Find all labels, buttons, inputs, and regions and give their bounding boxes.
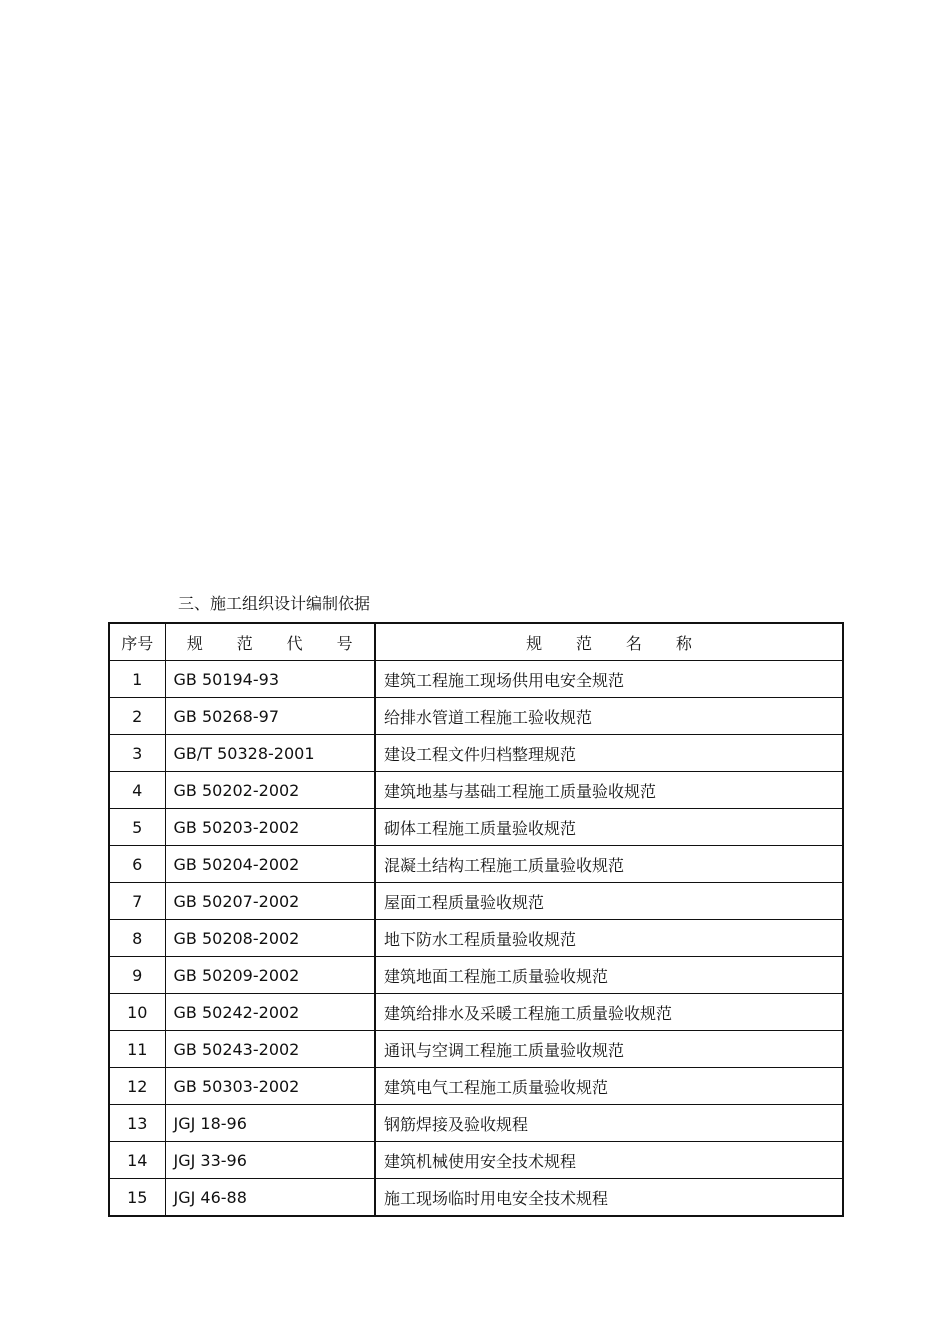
- standard-code-cell: GB 50303-2002: [165, 1068, 375, 1105]
- standards-table: [108, 622, 844, 1217]
- header-standard-name-label: 规 范 名 称: [526, 633, 707, 653]
- standard-code-cell: GB 50268-97: [165, 698, 375, 735]
- standard-name-cell: 通讯与空调工程施工质量验收规范: [375, 1031, 843, 1068]
- serial-number-cell: 14: [109, 1142, 165, 1179]
- table-row: [109, 883, 843, 920]
- table-row: [109, 957, 843, 994]
- serial-number-cell: 7: [109, 883, 165, 920]
- serial-number-cell: 2: [109, 698, 165, 735]
- standard-code-cell: GB/T 50328-2001: [165, 735, 375, 772]
- standard-name-cell: 地下防水工程质量验收规范: [375, 920, 843, 957]
- serial-number-cell: 12: [109, 1068, 165, 1105]
- standard-code-cell: GB 50203-2002: [165, 809, 375, 846]
- table-row: [109, 1142, 843, 1179]
- table-row: [109, 846, 843, 883]
- standard-name-cell: 给排水管道工程施工验收规范: [375, 698, 843, 735]
- standard-name-cell: 施工现场临时用电安全技术规程: [375, 1179, 843, 1217]
- table-row: [109, 772, 843, 809]
- header-standard-code-label: 规 范 代 号: [186, 633, 367, 653]
- section-heading: 三、施工组织设计编制依据: [178, 594, 371, 613]
- serial-number-cell: 3: [109, 735, 165, 772]
- standard-code-cell: GB 50242-2002: [165, 994, 375, 1031]
- standard-name-cell: 建筑机械使用安全技术规程: [375, 1142, 843, 1179]
- serial-number-cell: 8: [109, 920, 165, 957]
- serial-number-cell: 13: [109, 1105, 165, 1142]
- standard-code-cell: GB 50243-2002: [165, 1031, 375, 1068]
- serial-number-cell: 6: [109, 846, 165, 883]
- table-row: [109, 1179, 843, 1217]
- standard-code-cell: JGJ 33-96: [165, 1142, 375, 1179]
- serial-number-cell: 15: [109, 1179, 165, 1217]
- standard-name-cell: 钢筋焊接及验收规程: [375, 1105, 843, 1142]
- table-body: [109, 661, 843, 1217]
- standard-name-cell: 建筑给排水及采暖工程施工质量验收规范: [375, 994, 843, 1031]
- standard-code-cell: GB 50209-2002: [165, 957, 375, 994]
- standard-code-cell: GB 50208-2002: [165, 920, 375, 957]
- table-row: [109, 735, 843, 772]
- table-row: [109, 1105, 843, 1142]
- standard-code-cell: GB 50194-93: [165, 661, 375, 698]
- standard-name-cell: 混凝土结构工程施工质量验收规范: [375, 846, 843, 883]
- table-row: [109, 920, 843, 957]
- serial-number-cell: 5: [109, 809, 165, 846]
- standard-name-cell: 屋面工程质量验收规范: [375, 883, 843, 920]
- standard-code-cell: JGJ 18-96: [165, 1105, 375, 1142]
- standard-code-cell: JGJ 46-88: [165, 1179, 375, 1217]
- header-standard-name: [375, 623, 843, 661]
- table-row: [109, 809, 843, 846]
- header-serial-number: 序号: [109, 623, 165, 661]
- serial-number-cell: 10: [109, 994, 165, 1031]
- standard-name-cell: 砌体工程施工质量验收规范: [375, 809, 843, 846]
- standard-name-cell: 建筑地面工程施工质量验收规范: [375, 957, 843, 994]
- table-header-row: [109, 623, 843, 661]
- table-row: [109, 698, 843, 735]
- standard-name-cell: 建筑电气工程施工质量验收规范: [375, 1068, 843, 1105]
- standard-code-cell: GB 50204-2002: [165, 846, 375, 883]
- serial-number-cell: 1: [109, 661, 165, 698]
- standard-code-cell: GB 50202-2002: [165, 772, 375, 809]
- table-row: [109, 994, 843, 1031]
- table-row: [109, 1031, 843, 1068]
- table-row: [109, 1068, 843, 1105]
- standard-code-cell: GB 50207-2002: [165, 883, 375, 920]
- table-row: [109, 661, 843, 698]
- standard-name-cell: 建筑工程施工现场供用电安全规范: [375, 661, 843, 698]
- standard-name-cell: 建筑地基与基础工程施工质量验收规范: [375, 772, 843, 809]
- standard-name-cell: 建设工程文件归档整理规范: [375, 735, 843, 772]
- header-standard-code: [165, 623, 375, 661]
- serial-number-cell: 11: [109, 1031, 165, 1068]
- serial-number-cell: 4: [109, 772, 165, 809]
- serial-number-cell: 9: [109, 957, 165, 994]
